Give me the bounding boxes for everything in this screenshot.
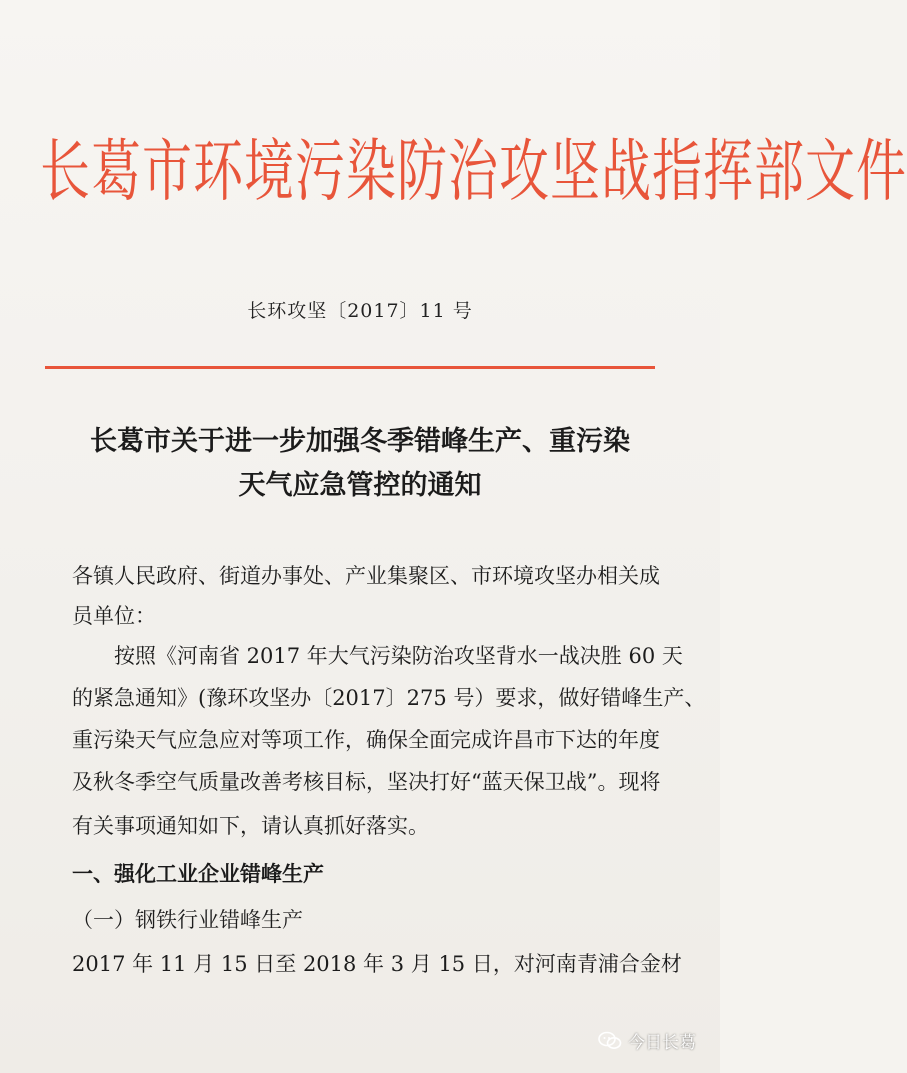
paragraph-line-1: 按照《河南省 2017 年大气污染防治攻坚背水一战决胜 60 天 <box>114 644 683 668</box>
addressee-line-1: 各镇人民政府、街道办事处、产业集聚区、市环境攻坚办相关成 <box>72 564 660 588</box>
subsection-heading-1: （一）钢铁行业错峰生产 <box>72 908 303 932</box>
paragraph-line-5: 有关事项通知如下，请认真抓好落实。 <box>72 814 429 838</box>
document-number: 长环攻坚〔2017〕11 号 <box>247 300 473 322</box>
red-divider-line <box>45 366 655 369</box>
paragraph-line-3: 重污染天气应急应对等项工作，确保全面完成许昌市下达的年度 <box>72 728 660 752</box>
notice-title-line-1: 长葛市关于进一步加强冬季错峰生产、重污染 <box>90 426 630 457</box>
paragraph-last-line: 2017 年 11 月 15 日至 2018 年 3 月 15 日，对河南青浦合金材 <box>72 952 682 976</box>
addressee-line-2: 员单位： <box>72 604 156 628</box>
section-heading-1: 一、强化工业企业错峰生产 <box>72 862 324 886</box>
paragraph-line-2: 的紧急通知》(豫环攻坚办〔2017〕275 号）要求，做好错峰生产、 <box>72 686 706 710</box>
paragraph-line-4: 及秋冬季空气质量改善考核目标，坚决打好“蓝天保卫战”。现将 <box>72 770 661 794</box>
wechat-icon <box>598 1031 622 1051</box>
document-header-title: 长葛市环境污染防治攻坚战指挥部文件 <box>40 132 907 211</box>
wechat-watermark <box>598 1028 696 1053</box>
notice-title-line-2: 天气应急管控的通知 <box>238 470 482 501</box>
notice-title <box>0 420 720 508</box>
watermark-label: 今日长葛 <box>628 1033 696 1053</box>
